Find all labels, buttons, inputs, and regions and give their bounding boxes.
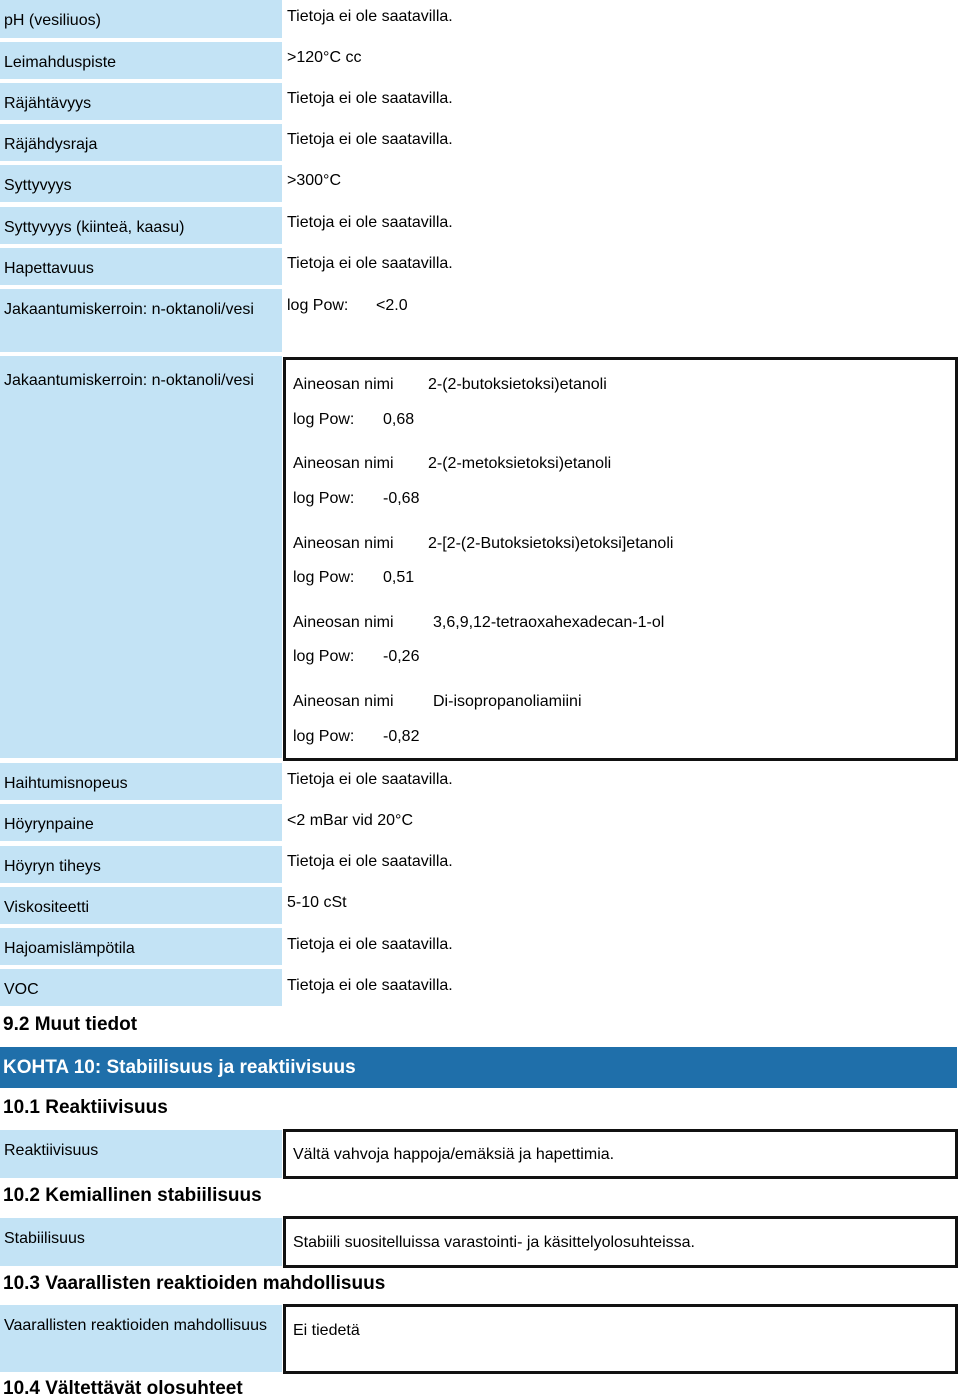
substance-name: 3,6,9,12-tetraoxahexadecan-1-ol (433, 614, 665, 631)
property-value: Tietoja ei ole saatavilla. (287, 977, 453, 994)
property-label: Haihtumisnopeus (0, 763, 282, 800)
section-header: KOHTA 10: Stabiilisuus ja reaktiivisuus (0, 1047, 957, 1088)
substance-name-label: Aineosan nimi (293, 614, 394, 631)
log-pow-value: 0,68 (383, 411, 415, 428)
substance-name-label: Aineosan nimi (293, 535, 394, 552)
property-value: >120°C cc (287, 49, 362, 66)
property-value: Stabiili suositelluissa varastointi- ja käsittelyolosuhteissa. (293, 1234, 695, 1251)
substance-name-label: Aineosan nimi (293, 455, 394, 472)
substance-name-label: Aineosan nimi (293, 376, 394, 393)
property-label: Hajoamislämpötila (0, 928, 282, 965)
property-value: Tietoja ei ole saatavilla. (287, 8, 453, 25)
property-value: Vältä vahvoja happoja/emäksiä ja hapettimia. (293, 1146, 615, 1163)
property-label: Räjähtävyys (0, 83, 282, 120)
property-label: Leimahduspiste (0, 42, 282, 79)
property-value: Tietoja ei ole saatavilla. (287, 255, 453, 272)
property-label: pH (vesiliuos) (0, 0, 282, 38)
property-value: Tietoja ei ole saatavilla. (287, 214, 453, 231)
property-label: Räjähdysraja (0, 124, 282, 161)
substance-name: 2-(2-metoksietoksi)etanoli (428, 455, 612, 472)
property-label: Syttyvyys (kiinteä, kaasu) (0, 207, 282, 244)
property-value: Tietoja ei ole saatavilla. (287, 90, 453, 107)
log-pow-label: log Pow: (293, 411, 355, 428)
log-pow-value: -0,82 (383, 728, 420, 745)
substance-name-label: Aineosan nimi (293, 693, 394, 710)
property-label: Vaarallisten reaktioiden mahdollisuus (0, 1305, 282, 1372)
log-pow-value: -0,68 (383, 490, 420, 507)
log-pow-label: log Pow: (293, 728, 355, 745)
property-value: 5-10 cSt (287, 894, 347, 911)
partition-label: Jakaantumiskerroin: n-oktanoli/vesi (0, 356, 282, 758)
property-label: Höyryn tiheys (0, 846, 282, 883)
subsection-heading: 10.3 Vaarallisten reaktioiden mahdollisuus (3, 1273, 386, 1294)
substance-name: 2-(2-butoksietoksi)etanoli (428, 376, 607, 393)
subsection-heading: 9.2 Muut tiedot (3, 1014, 138, 1035)
property-label: Syttyvyys (0, 165, 282, 202)
log-pow-label: log Pow: (293, 648, 355, 665)
property-label: Viskositeetti (0, 887, 282, 924)
property-label: Stabiilisuus (0, 1218, 282, 1266)
log-pow-value: -0,26 (383, 648, 420, 665)
subsection-heading: 10.2 Kemiallinen stabiilisuus (3, 1185, 262, 1206)
property-value: Tietoja ei ole saatavilla. (287, 936, 453, 953)
property-value: <2 mBar vid 20°C (287, 812, 414, 829)
property-value: >300°C (287, 172, 341, 189)
subsection-heading: 10.1 Reaktiivisuus (3, 1097, 168, 1118)
property-value-box (283, 1304, 958, 1374)
property-value-label: log Pow: (287, 297, 349, 314)
substance-name: 2-[2-(2-Butoksietoksi)etoksi]etanoli (428, 535, 674, 552)
property-label: Reaktiivisuus (0, 1130, 282, 1178)
substance-name: Di-isopropanoliamiini (433, 693, 582, 710)
property-value: <2.0 (376, 297, 408, 314)
property-value: Ei tiedetä (293, 1322, 360, 1339)
property-label: Hapettavuus (0, 248, 282, 285)
property-label: VOC (0, 969, 282, 1006)
log-pow-value: 0,51 (383, 569, 415, 586)
property-label: Höyrynpaine (0, 804, 282, 841)
log-pow-label: log Pow: (293, 490, 355, 507)
log-pow-label: log Pow: (293, 569, 355, 586)
subsection-heading: 10.4 Vältettävät olosuhteet (3, 1378, 243, 1399)
property-label: Jakaantumiskerroin: n-oktanoli/vesi (0, 289, 282, 352)
property-value: Tietoja ei ole saatavilla. (287, 131, 453, 148)
property-value: Tietoja ei ole saatavilla. (287, 853, 453, 870)
property-value: Tietoja ei ole saatavilla. (287, 771, 453, 788)
